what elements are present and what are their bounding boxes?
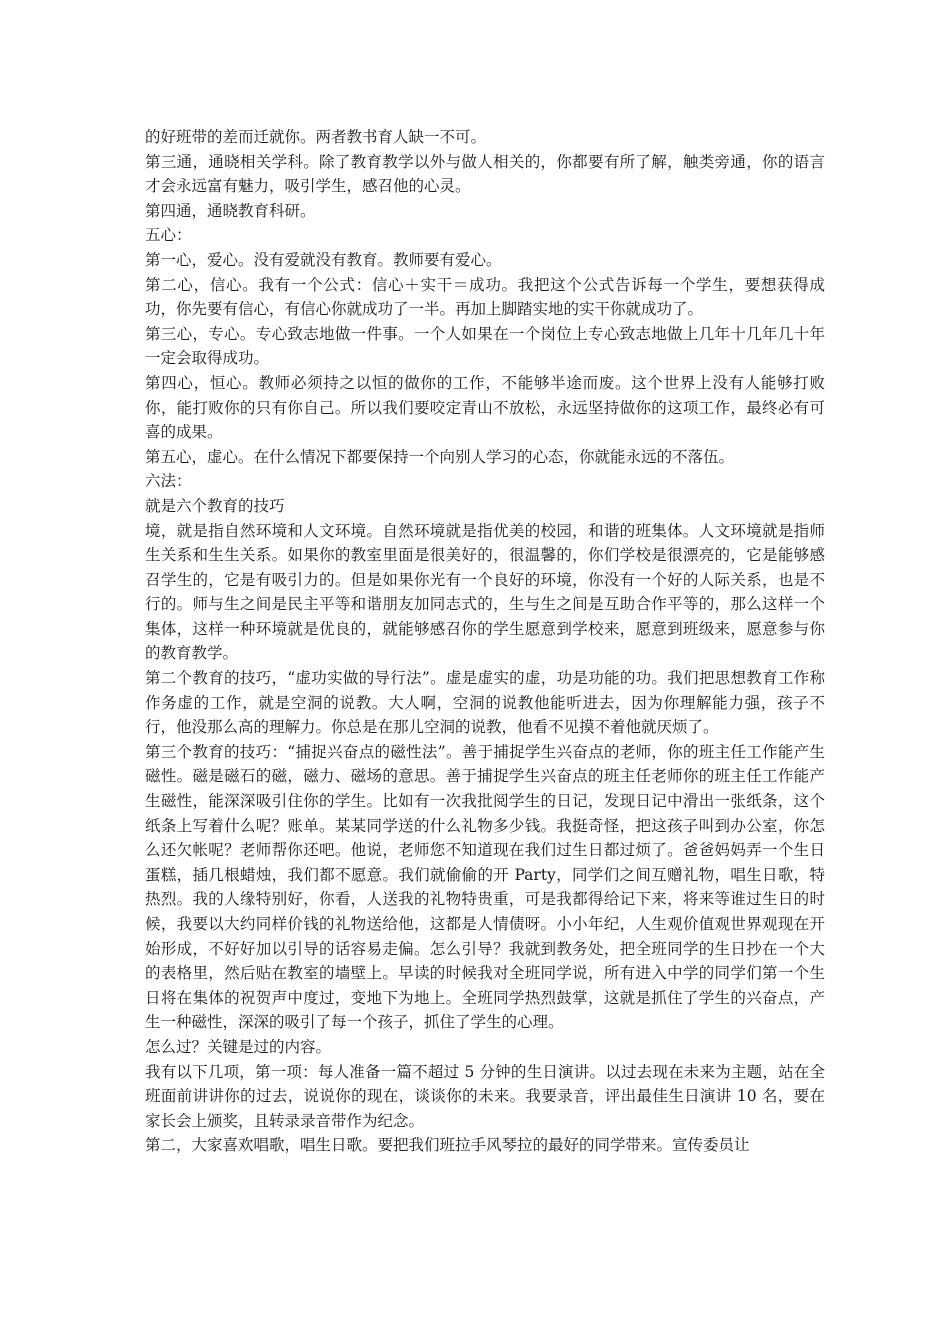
paragraph: 第五心，虚心。在什么情况下都要保持一个向别人学习的心态，你就能永远的不落伍。: [145, 447, 735, 466]
paragraph: 第四通，通晓教育科研。: [145, 201, 316, 220]
paragraph: 就是六个教育的技巧: [145, 496, 285, 515]
paragraph: 第三个教育的技巧：“捕捉兴奋点的磁性法”。善于捕捉学生兴奋点的老师，你的班主任工作能产生磁性。磁是磁石的磁，磁力、磁场的意思。善于捕捉学生兴奋点的班主任老师你的班主任工作能产生磁性，能深深吸引住你的学生。比如有一次我批阅学生的日记，发现日记中滑出一张纸条，这个纸条上写着什么呢？账单。某某同学送的什么礼物多少钱。我挺奇怪，把这孩子叫到办公室，你怎么还欠帐呢？老师帮你还吧。他说，老师您不知道现在我们过生日都过烦了。爸爸妈妈弄一个生日蛋糕，插几根蜡烛，我们都不愿意。我们就偷偷的开 Party，同学们之间互赠礼物，唱生日歌，特热烈。我的人缘特别好，你看，人送我的礼物特贵重，可是我都得给记下来，将来等谁过生日的时候，我要以大约同样价钱的礼物送给他，这都是人情债呀。小小年纪，人生观价值观世界观现在开始形成，不好好加以引导的话容易走偏。怎么引导？我就到教务处，把全班同学的生日抄在一个大的表格里，然后贴在教室的墙壁上。早读的时候我对全班同学说，所有进入中学的同学们第一个生日将在集体的祝贺声中度过，变地下为地上。全班同学热烈鼓掌，这就是抓住了学生的兴奋点，产生一种磁性，深深的吸引了每一个孩子，抓住了学生的心理。: [145, 742, 825, 1032]
paragraph: 第二个教育的技巧，“虚功实做的导行法”。虚是虚实的虚，功是功能的功。我们把思想教育工作称作务虚的工作，就是空洞的说教。大人啊，空洞的说教他能听进去，因为你理解能力强，孩子不行，他没那么高的理解力。你总是在那儿空洞的说教，他看不见摸不着他就厌烦了。: [145, 669, 825, 737]
paragraph: 我有以下几项，第一项：每人准备一篇不超过 5 分钟的生日演讲。以过去现在未来为主题，站在全班面前讲讲你的过去，说说你的现在，谈谈你的未来。我要录音，评出最佳生日演讲 10 名，要在家长会上颁奖，且转录录音带作为纪念。: [145, 1062, 825, 1130]
paragraph: 第三通，通晓相关学科。除了教育教学以外与做人相关的，你都要有所了解，触类旁通，你的语言才会永远富有魅力，吸引学生，感召他的心灵。: [145, 152, 825, 196]
paragraph: 怎么过？关键是过的内容。: [145, 1037, 332, 1056]
section-heading: 五心：: [145, 226, 192, 245]
paragraph: 第三心，专心。专心致志地做一件事。一个人如果在一个岗位上专心致志地做上几年十几年几十年一定会取得成功。: [145, 324, 825, 368]
paragraph: 的好班带的差而迁就你。两者教书育人缺一不可。: [145, 128, 487, 146]
document-body: [145, 125, 825, 1158]
paragraph: 第二，大家喜欢唱歌，唱生日歌。要把我们班拉手风琴拉的最好的同学带来。宣传委员让: [145, 1136, 750, 1155]
section-heading: 六法：: [145, 472, 192, 491]
paragraph: 第四心，恒心。教师必须持之以恒的做你的工作，不能够半途而废。这个世界上没有人能够打败你，能打败你的只有你自己。所以我们要咬定青山不放松，永远坚持做你的这项工作，最终必有可喜的成果。: [145, 373, 825, 442]
paragraph: 第二心，信心。我有一个公式：信心＋实干＝成功。我把这个公式告诉每一个学生，要想获得成功，你先要有信心，有信心你就成功了一半。再加上脚踏实地的实干你就成功了。: [145, 275, 825, 319]
paragraph: 第一心，爱心。没有爱就没有教育。教师要有爱心。: [145, 250, 502, 269]
paragraph: 境，就是指自然环境和人文环境。自然环境就是指优美的校园，和谐的班集体。人文环境就是指师生关系和生生关系。如果你的教室里面是很美好的，很温馨的，你们学校是很漂亮的，它是能够感召学生的，它是有吸引力的。但是如果你光有一个良好的环境，你没有一个好的人际关系，也是不行的。师与生之间是民主平等和谐朋友加同志式的，生与生之间是互助合作平等的，那么这样一个集体，这样一种环境就是优良的，就能够感召你的学生愿意到学校来，愿意到班级来，愿意参与你的教育教学。: [145, 521, 825, 663]
